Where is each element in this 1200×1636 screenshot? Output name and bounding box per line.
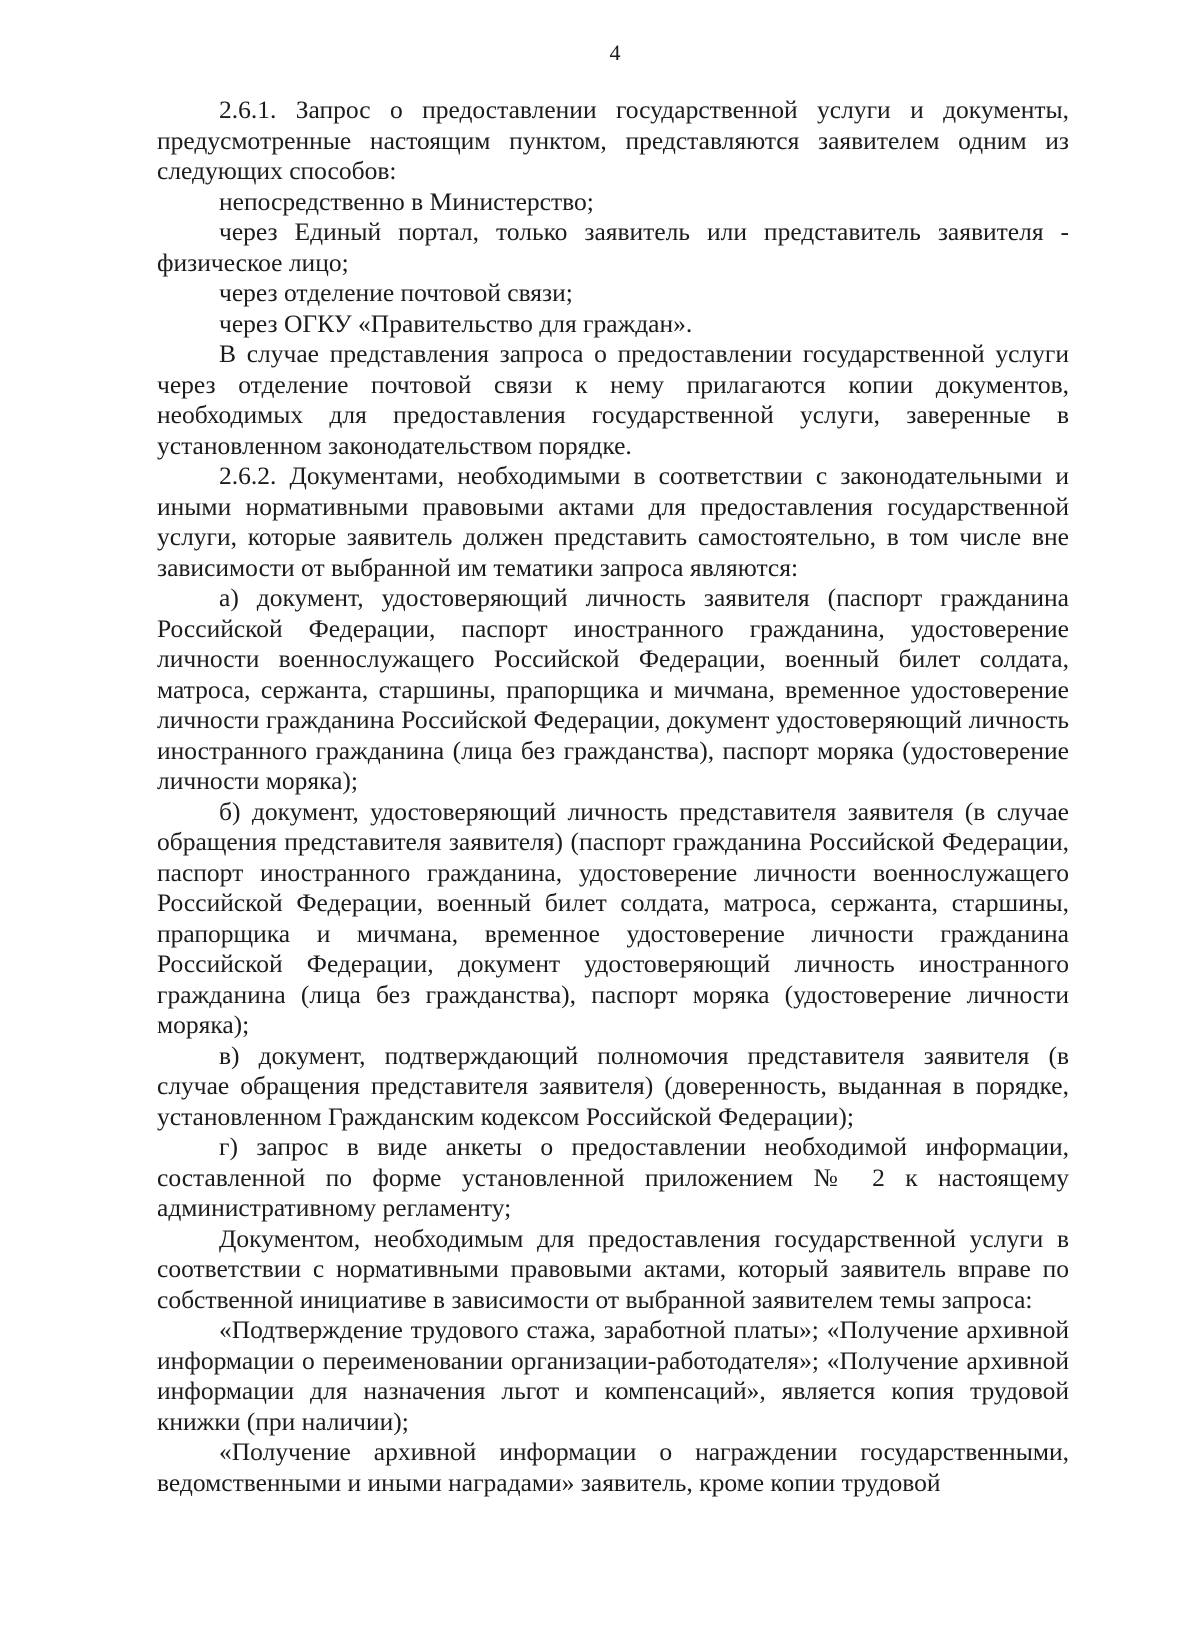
item-a: а) документ, удостоверяющий личность заявителя (паспорт гражданина Российской Федерации, паспорт иностранного гражданина, удостоверение личности военнослужащего Российской Федерации, военный билет солдата, матроса, сержанта, старшины, прапорщика и мичмана, временное удостоверение личности гражданина Российской Федерации, документ удостоверяющий личность иностранного гражданина (лица без гражданства), паспорт моряка (удостоверение личности моряка); — [157, 583, 1069, 795]
page-number: 4 — [609, 40, 621, 65]
method-portal: через Единый портал, только заявитель или представитель заявителя - физическое лицо; — [157, 217, 1069, 277]
paragraph-optional-document: Документом, необходимым для предоставления государственной услуги в соответствии с нормативными правовыми актами, который заявитель вправе по собственной инициативе в зависимости от выбранной заявителем темы запроса: — [157, 1223, 1069, 1314]
method-ministry: непосредственно в Министерство; — [219, 186, 594, 216]
paragraph-awards-topic: «Получение архивной информации о награждении государственными, ведомственными и иными наградами» заявитель, кроме копии трудовой — [157, 1437, 1069, 1497]
item-b: б) документ, удостоверяющий личность представителя заявителя (в случае обращения представителя заявителя) (паспорт гражданина Российской Федерации, паспорт иностранного гражданина, удостоверение личности военнослужащего Российской Федерации, военный билет солдата, матроса, сержанта, старшины, прапорщика и мичмана, временное удостоверение личности гражданина Российской Федерации, документ удостоверяющий личность иностранного гражданина (лица без гражданства), паспорт моряка (удостоверение личности моряка); — [157, 796, 1069, 1039]
paragraph-2-6-1: 2.6.1. Запрос о предоставлении государственной услуги и документы, предусмотренные настоящим пунктом, представляются заявителем одним из следующих способов: — [157, 95, 1069, 185]
paragraph-postal-copies: В случае представления запроса о предоставлении государственной услуги через отделение почтовой связи к нему прилагаются копии документов, необходимых для предоставления государственной услуги, заверенные в установленном законодательством порядке. — [157, 339, 1069, 460]
document-body — [157, 95, 1069, 1498]
method-ogku: через ОГКУ «Правительство для граждан». — [219, 308, 693, 338]
paragraph-topics-work-book: «Подтверждение трудового стажа, заработной платы»; «Получение архивной информации о переименовании организации-работодателя»; «Получение архивной информации для назначения льгот и компенсаций», является копия трудовой книжки (при наличии); — [157, 1315, 1069, 1436]
method-post: через отделение почтовой связи; — [219, 278, 573, 307]
paragraph-2-6-2: 2.6.2. Документами, необходимыми в соответствии с законодательными и иными нормативными правовыми актами для предоставления государственной услуги, которые заявитель должен представить самостоятельно, в том числе вне зависимости от выбранной им тематики запроса являются: — [157, 461, 1069, 582]
item-v: в) документ, подтверждающий полномочия представителя заявителя (в случае обращения представителя заявителя) (доверенность, выданная в порядке, установленном Гражданским кодексом Российской Федерации); — [157, 1040, 1069, 1131]
item-g: г) запрос в виде анкеты о предоставлении необходимой информации, составленной по форме установленной приложением № 2 к настоящему административному регламенту; — [157, 1132, 1069, 1222]
